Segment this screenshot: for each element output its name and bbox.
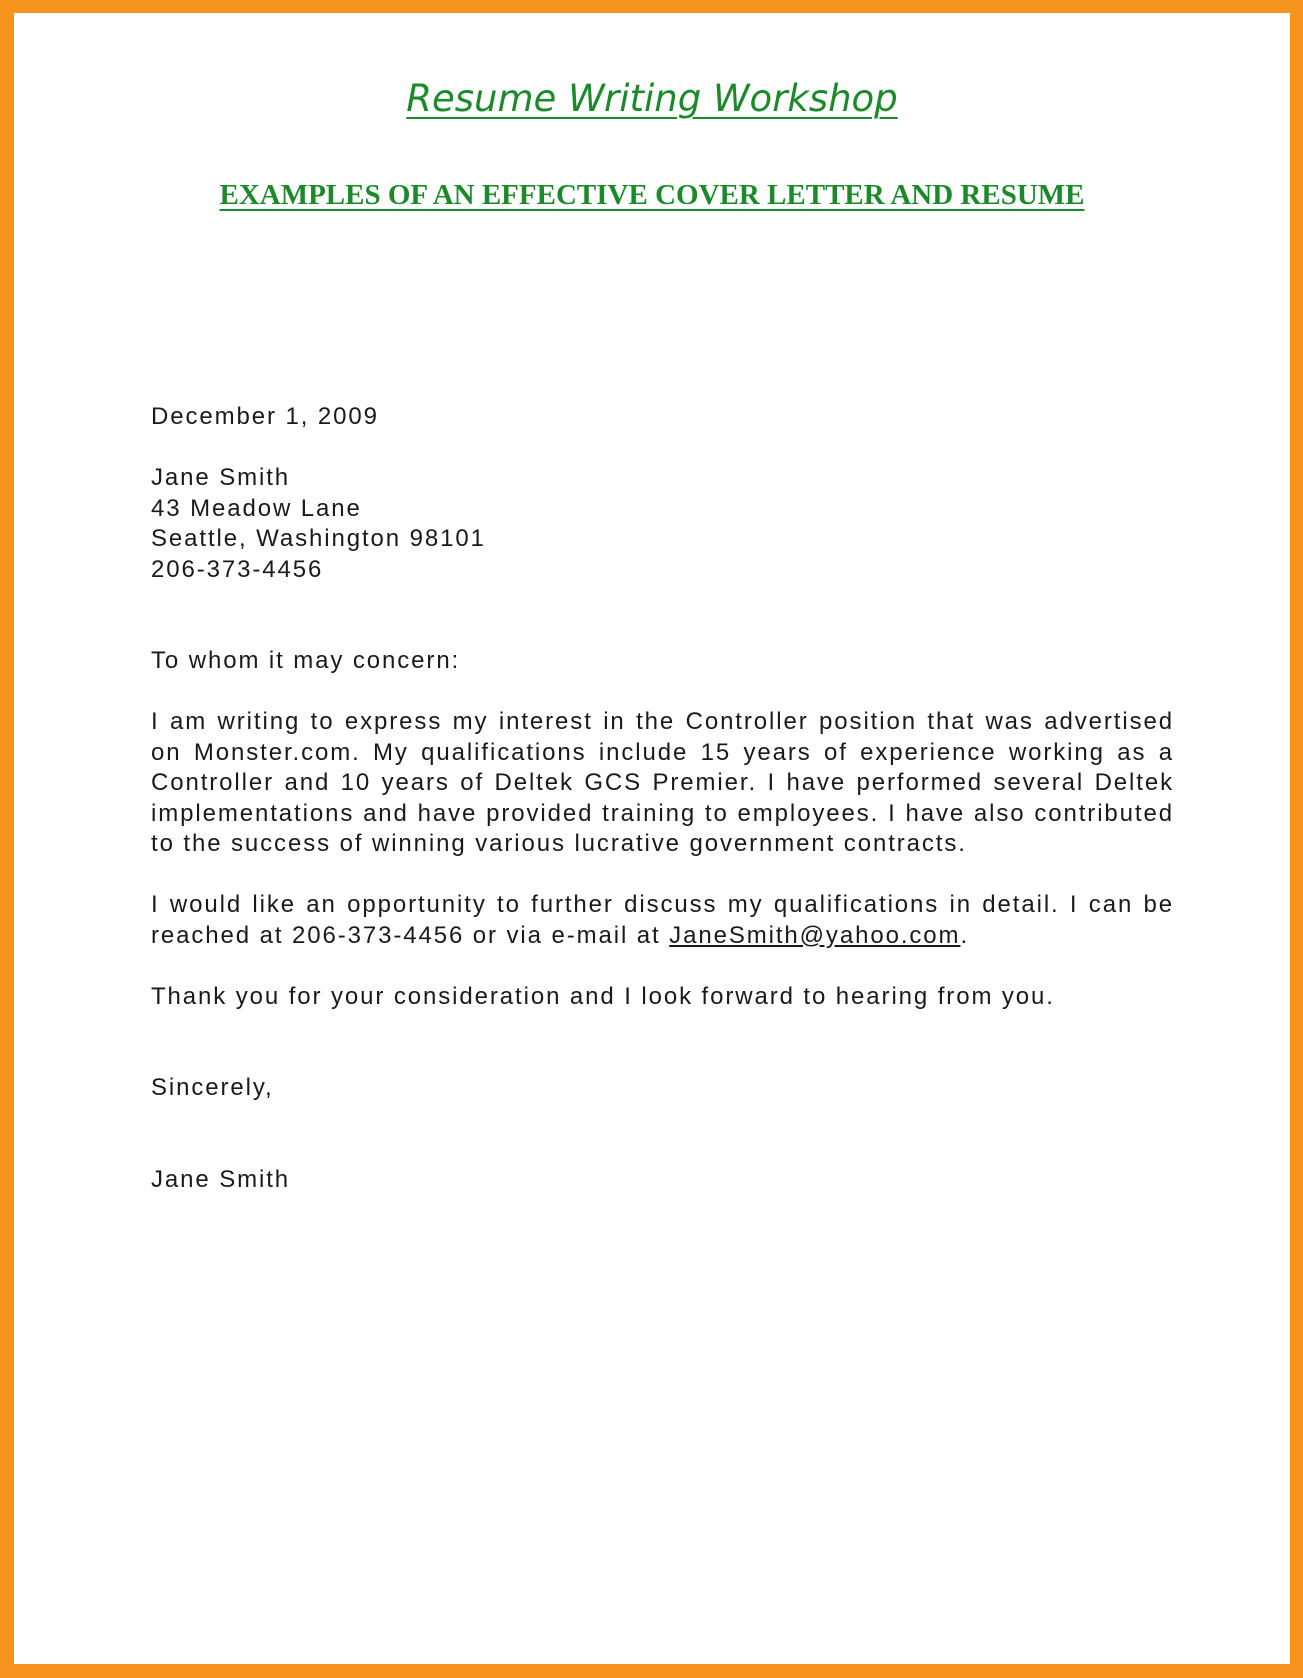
paragraph-2-text: I would like an opportunity to further discuss my qualifications in detail. I can be reached at 206-373-4456 or via e-mail at [151,891,1174,949]
sender-phone: 206-373-4456 [151,555,324,583]
sender-street: 43 Meadow Lane [151,494,362,522]
sender-name: Jane Smith [151,464,291,491]
body-paragraph-2 [151,890,1174,951]
sender-city: Seattle, Washington 98101 [151,525,486,552]
body-paragraph-3: Thank you for your consideration and I look forward to hearing from you. [151,982,1055,1010]
document-subtitle: EXAMPLES OF AN EFFECTIVE COVER LETTER AND RESUME [219,179,1085,211]
letter-date: December 1, 2009 [151,403,379,430]
email-link[interactable]: JaneSmith@yahoo.com [669,921,961,949]
body-paragraph-1: I am writing to express my interest in the Controller position that was advertised on Monster.com. My qualifications include 15 years of experience working as a Controller and 10 years of Deltek GCS Premier. I have performed several Deltek implementations and have provided training to employees. I have also contributed to the success of winning various lucrative government contracts. [151,708,1174,857]
paragraph-2-period: . [960,921,970,949]
signature-name: Jane Smith [151,1165,291,1193]
document-page [14,13,1290,1664]
cover-letter [151,402,1174,1195]
closing: Sincerely, [151,1074,274,1101]
sender-address [151,463,1174,585]
document-title: Resume Writing Workshop [406,77,898,120]
salutation: To whom it may concern: [151,647,461,674]
